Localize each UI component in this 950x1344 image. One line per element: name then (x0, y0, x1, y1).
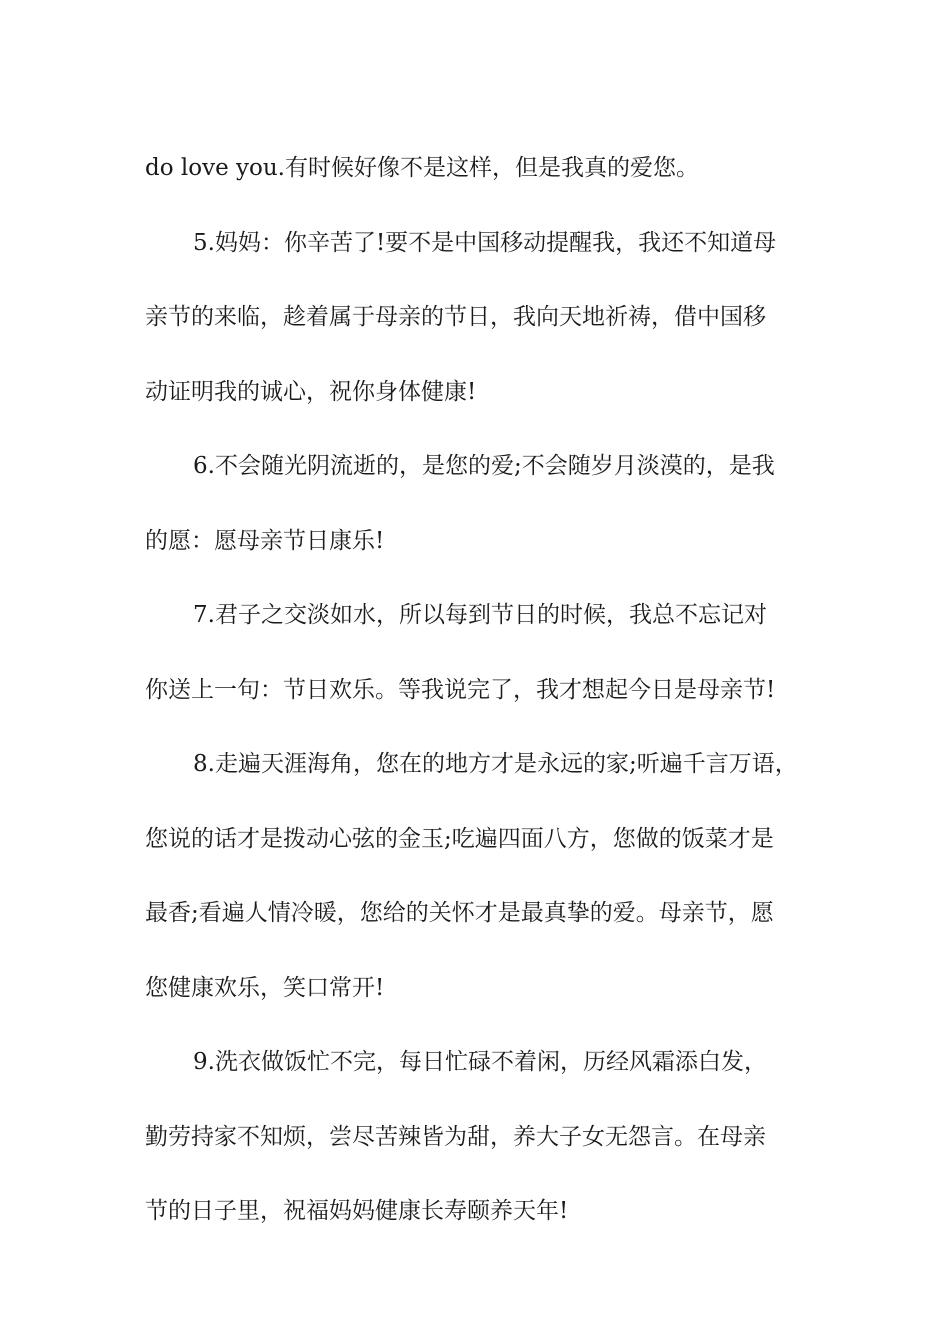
text-line: 的愿：愿母亲节日康乐! (145, 527, 385, 554)
text-line: 9.洗衣做饭忙不完，每日忙碌不着闲，历经风霜添白发， (193, 1049, 767, 1075)
paragraph-item-7 (145, 578, 815, 727)
text-line: 勤劳持家不知烦，尝尽苦辣皆为甜，养大子女无怨言。在母亲 (145, 1123, 766, 1150)
text-line: 6.不会随光阴流逝的，是您的爱;不会随岁月淡漠的，是我 (193, 453, 775, 479)
text-line: 亲节的来临，趁着属于母亲的节日，我向天地祈祷，借中国移 (145, 304, 766, 330)
paragraph-item-8 (145, 727, 815, 1025)
text-line: 动证明我的诚心，祝你身体健康! (145, 378, 477, 405)
text-line: 7.君子之交淡如水，所以每到节日的时候，我总不忘记对 (193, 602, 767, 628)
text-line: 8.走遍天涯海角，您在的地方才是永远的家;听遍千言万语， (193, 751, 798, 777)
text-line: 5.妈妈：你辛苦了!要不是中国移动提醒我，我还不知道母 (193, 229, 777, 256)
document-body (145, 131, 815, 1249)
text-line: do love you.有时候好像不是这样，但是我真的爱您。 (145, 155, 699, 181)
paragraph-item-9 (145, 1025, 815, 1249)
paragraph-item-6 (145, 429, 815, 578)
text-line: 节的日子里，祝福妈妈健康长寿颐养天年! (145, 1198, 569, 1224)
text-line: 您说的话才是拨动心弦的金玉;吃遍四面八方，您做的饭菜才是 (145, 825, 774, 852)
paragraph-item-5 (145, 206, 815, 430)
text-line: 你送上一句：节日欢乐。等我说完了，我才想起今日是母亲节! (145, 676, 776, 703)
text-line: 最香;看遍人情冷暖，您给的关怀才是最真挚的爱。母亲节，愿 (145, 900, 774, 926)
paragraph-continuation (145, 131, 815, 206)
text-line: 您健康欢乐，笑口常开! (145, 974, 385, 1001)
